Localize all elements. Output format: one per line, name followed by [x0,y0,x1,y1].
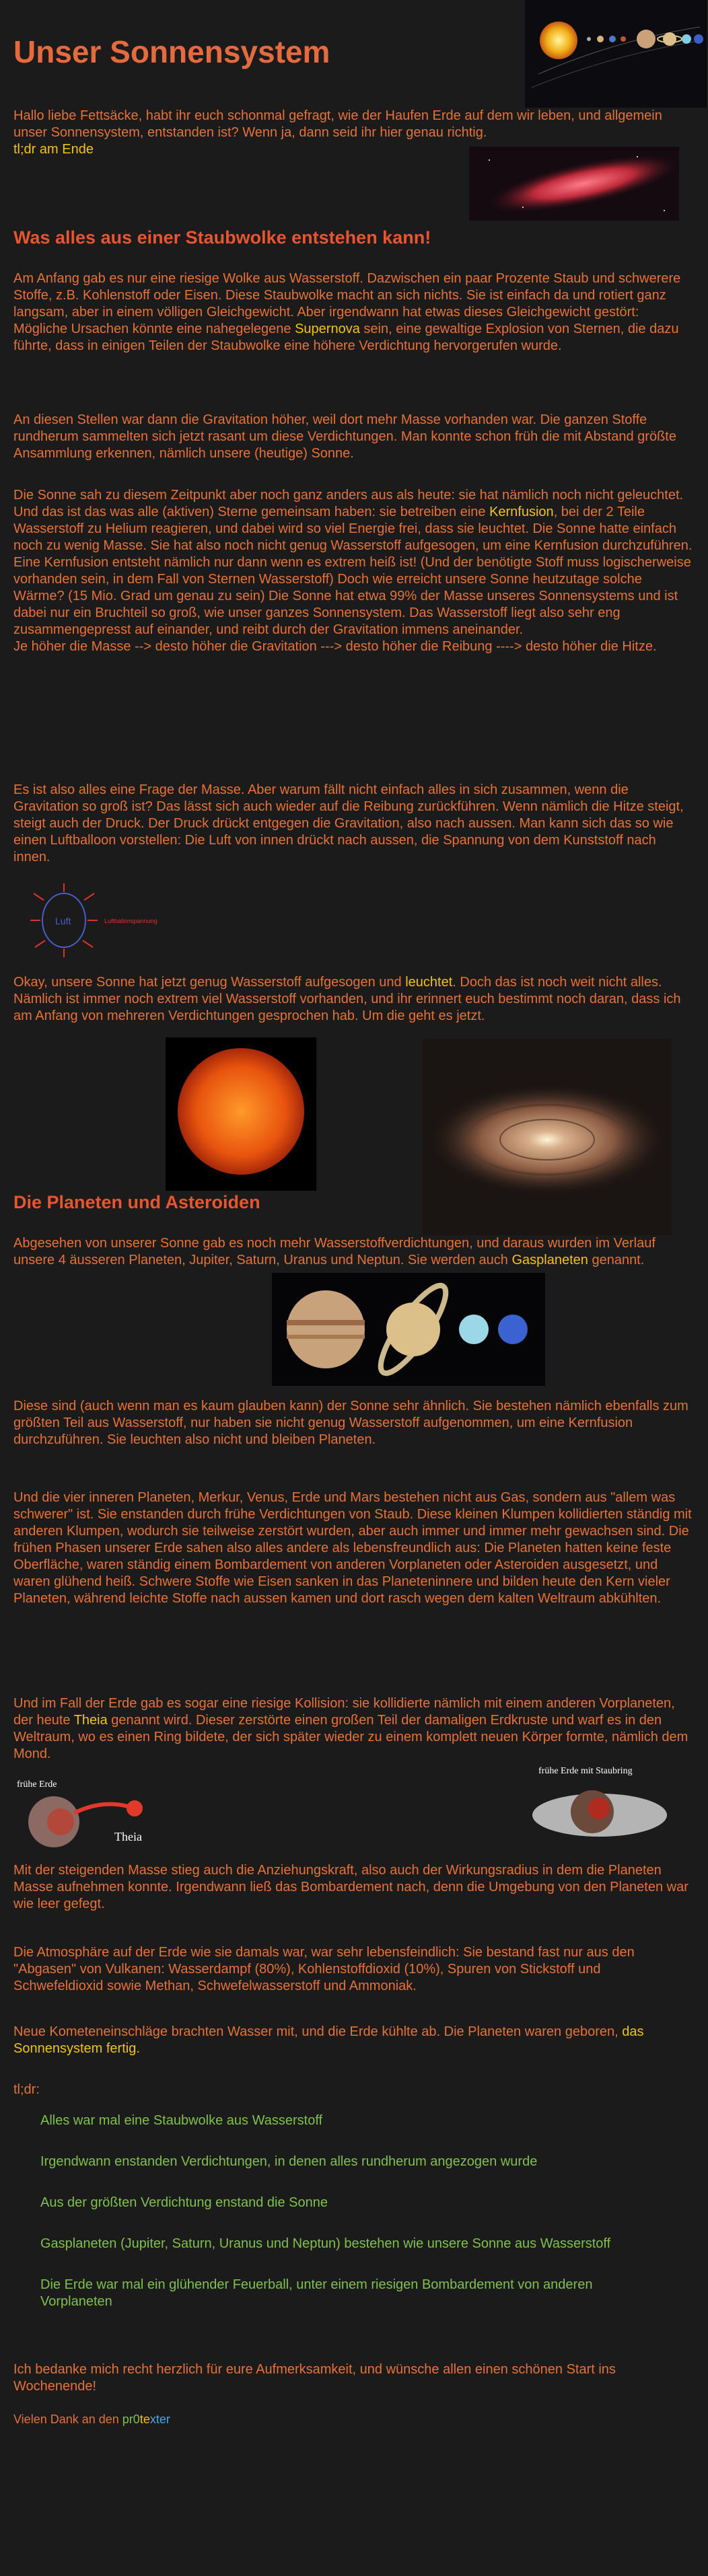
tldr-heading: tl;dr: [13,2082,40,2097]
summary-item: Gasplaneten (Jupiter, Saturn, Uranus und Neptun) bestehen wie unsere Sonne aus Wasserstoff [40,2236,611,2251]
paragraph-staubwolke: Am Anfang gab es nur eine riesige Wolke aus Wasserstoff. Dazwischen ein paar Prozente Staub und schwerere Stoffe, z.B. Kohlenstoff oder Eisen. Diese Staubwolke macht an sich nichts. Sie ist einfach da und rotiert ganz langsam, aber in einem völligen Gleichgewicht. Aber irgendwann hat etwas dieses Gleichgewicht gestört: Mögliche Ursachen könnte eine nahegelegene Supernova sein, eine gewaltige Explosion von Sternen, die dazu führte, dass in einigen Teilen der Staubwolke eine höhere Verdichtung hervorgerufen wurde. [13,271,681,353]
sun-image [166,1037,316,1191]
page-title: Unser Sonnensystem [13,34,330,69]
paragraph-kometen: Neue Kometeneinschläge brachten Wasser mit, und die Erde kühlte ab. Die Planeten waren geboren, das Sonnensystem fertig. [13,2024,644,2056]
theia-label-theia: Theia [114,1830,142,1843]
summary-item: Alles war mal eine Staubwolke aus Wasserstoff [40,2113,323,2128]
tldr-hint: tl;dr am Ende [13,142,94,157]
highlight-theia: Theia [73,1713,108,1728]
highlight-leuchtet: leuchtet [405,975,453,990]
paragraph-innere-planeten: Und die vier inneren Planeten, Merkur, Venus, Erde und Mars bestehen nicht aus Gas, sondern aus "allem was schwerer" ist. Sie enstanden durch frühe Verdichtungen von Staub. Diese kleinen Klumpen kollidierten ständig mit anderen Klumpen, wodurch sie teilweise zerstört wurden, aber auch immer und immer mehr gewachsen sind. Die frühen Phasen unserer Erde sahen also alles andere als lebensfreundlich aus: Die Planeten hatten keine feste Oberfläche, waren ständig einem Bombardement von anderen Vorplaneten oder Asteroiden ausgesetzt, und waren glühend heiß. Schwere Stoffe wie Eisen sanken in das Planeteninnere und bilden heute den Kern vieler Planeten, während leichte Stoffe nach aussen kamen und dort rasch wegen dem kalten Weltraum abkühlten. [13,1490,692,1606]
paragraph-druck: Es ist also alles eine Frage der Masse. Aber warum fällt nicht einfach alles in sich zusammen, wenn die Gravitation so groß ist? Das lässt sich auch wieder auf die Reibung zurückführen. Wenn nämlich die Hitze steigt, steigt auch der Druck. Der Druck drückt entgegen die Gravitation, also nach aussen. Man kann sich das so wie einen Luftballoon vorstellen: Die Luft von innen drückt nach aussen, die Spannung von dem Kunststoff nach innen. [13,782,684,864]
summary-item: Die Erde war mal ein glühender Feuerball, unter einem riesigen Bombardement von anderen Vorplaneten [40,2277,593,2309]
credit-name-part-c: xter [149,2413,170,2426]
paragraph-anziehungskraft: Mit der steigenden Masse stieg auch die Anziehungskraft, also auch der Wirkungsradius in dem die Planeten Masse aufnehmen konnte. Irgendwann ließ das Bombardement nach, denn die Umgebung von den Planeten war wie leer gefegt. [13,1863,688,1911]
paragraph-leuchtet: Okay, unsere Sonne hat jetzt genug Wasserstoff aufgesogen und leuchtet. Doch das ist noch weit nicht alles. Nämlich ist immer noch extrem viel Wasserstoff vorhanden, und ihr erinnert euch bestimmt noch daran, dass ich am Anfang von mehreren Verdichtungen gesprochen hab. Um die geht es jetzt. [13,975,681,1023]
highlight-fertig: das Sonnensystem fertig. [13,2024,644,2056]
theia-collision-image [13,1776,168,1855]
credit-name-part-b: te [139,2413,150,2426]
balloon-side-label: Luftballonspannung [104,918,157,924]
solar-system-image [525,0,707,108]
credit-name-part-a: pr0 [122,2413,140,2426]
summary-list [40,2112,646,2334]
nebula-image [469,147,679,221]
early-earth-dust-ring-image [525,1761,674,1849]
summary-item: Aus der größten Verdichtung enstand die Sonne [40,2195,328,2210]
protoplanetary-disk-image [423,1039,672,1235]
section-heading-planeten: Die Planeten und Asteroiden [13,1192,260,1212]
balloon-sketch [27,880,182,961]
paragraph-gasplaneten-details: Diese sind (auch wenn man es kaum glauben kann) der Sonne sehr ähnlich. Sie bestehen nämlich ebenfalls zum größten Teil aus Wasserstoff, nur haben sie nicht genug Wasserstoff aufgenommen, um eine Kernfusion durchzuführen. Sie leuchten also nicht und bleiben Planeten. [13,1399,688,1447]
highlight-kernfusion: Kernfusion [489,505,554,519]
credit-text: Vielen Dank an den pr0texter [13,2413,170,2426]
balloon-inner-label: Luft [55,916,71,926]
theia-label-early-earth: frühe Erde [17,1779,57,1790]
intro-text: Hallo liebe Fettsäcke, habt ihr euch schonmal gefragt, wie der Haufen Erde auf dem wir leben, und allgemein unser Sonnensystem, entstanden ist? Wenn ja, dann seid ihr hier genau richtig. tl;dr am Ende [13,108,662,157]
summary-item: Irgendwann enstanden Verdichtungen, in denen alles rundherum angezogen wurde [40,2154,538,2169]
gas-giants-image [272,1273,545,1386]
paragraph-kernfusion: Die Sonne sah zu diesem Zeitpunkt aber noch ganz anders aus als heute: sie hat nämlich noch nicht geleuchtet. Und das ist das was alle (aktiven) Sterne gemeinsam haben: sie betreiben eine Kernfusion, bei der 2 Teile Wasserstoff zu Helium reagieren, und dabei wird so viel Energie frei, dass sie leuchtet. Die Sonne hatte einfach noch zu wenig Masse. Sie hat also noch nicht genug Wasserstoff aufgesogen, um eine Kernfusion durchzuführen. Eine Kernfusion entsteht nämlich nur dann wenn es extrem heiß ist! (Und der benötigte Stoff muss logischerweise vorhanden sein, in dem Fall von Sternen Wasserstoff) Doch wie erreicht unsere Sonne heutzutage solche Wärme? (15 Mio. Grad um genau zu sein) Die Sonne hat etwa 99% der Masse unseres Sonnensystems und ist dabei nur ein Bruchteil so groß, wie unser ganzes Sonnensystem. Das Wasserstoff liegt also sehr eng zusammengepresst auf einander, und reibt durch der Gravitation immens aneinander. Je höher die Masse --> desto höher die Gravitation ---> desto höher die Reibung ----> desto höher die Hitze. [13,488,693,654]
dust-ring-label: frühe Erde mit Staubring [538,1766,633,1776]
paragraph-gasplaneten: Abgesehen von unserer Sonne gab es noch mehr Wasserstoffverdichtungen, und daraus wurden im Verlauf unsere 4 äusseren Planeten, Jupiter, Saturn, Uranus und Neptun. Sie werden auch Gasplaneten genannt. [13,1236,656,1267]
highlight-supernova: Supernova [295,322,360,336]
highlight-gasplaneten: Gasplaneten [511,1253,588,1267]
paragraph-gravitation: An diesen Stellen war dann die Gravitation höher, weil dort mehr Masse vorhanden war. Die ganzen Stoffe rundherum sammelten sich jetzt rasant um diese Verdichtungen. Man konnte schon früh die mit Abstand größte Ansammlung erkennen, nämlich unsere (heutige) Sonne. [13,412,676,461]
paragraph-theia: Und im Fall der Erde gab es sogar eine riesige Kollision: sie kollidierte nämlich mit einem anderen Vorplaneten, der heute Theia genannt wird. Dieser zerstörte einen großen Teil der damaligen Erdkruste und warf es in den Weltraum, wo es einen Ring bildete, der sich später wieder zu einem komplett neuen Körper formte, nämlich dem Mond. [13,1696,688,1761]
thanks-text: Ich bedanke mich recht herzlich für eure Aufmerksamkeit, und wünsche allen einen schönen Start ins Wochenende! [13,2362,616,2394]
paragraph-atmosphaere: Die Atmosphäre auf der Erde wie sie damals war, war sehr lebensfeindlich: Sie bestand fast nur aus den "Abgasen" von Vulkanen: Wasserdampf (80%), Kohlenstoffdioxid (10%), Spuren von Stickstoff und Schwefeldioxid sowie Methan, Schwefelwasserstoff und Ammoniak. [13,1945,635,1993]
section-heading-staubwolke: Was alles aus einer Staubwolke entstehen kann! [13,227,431,248]
